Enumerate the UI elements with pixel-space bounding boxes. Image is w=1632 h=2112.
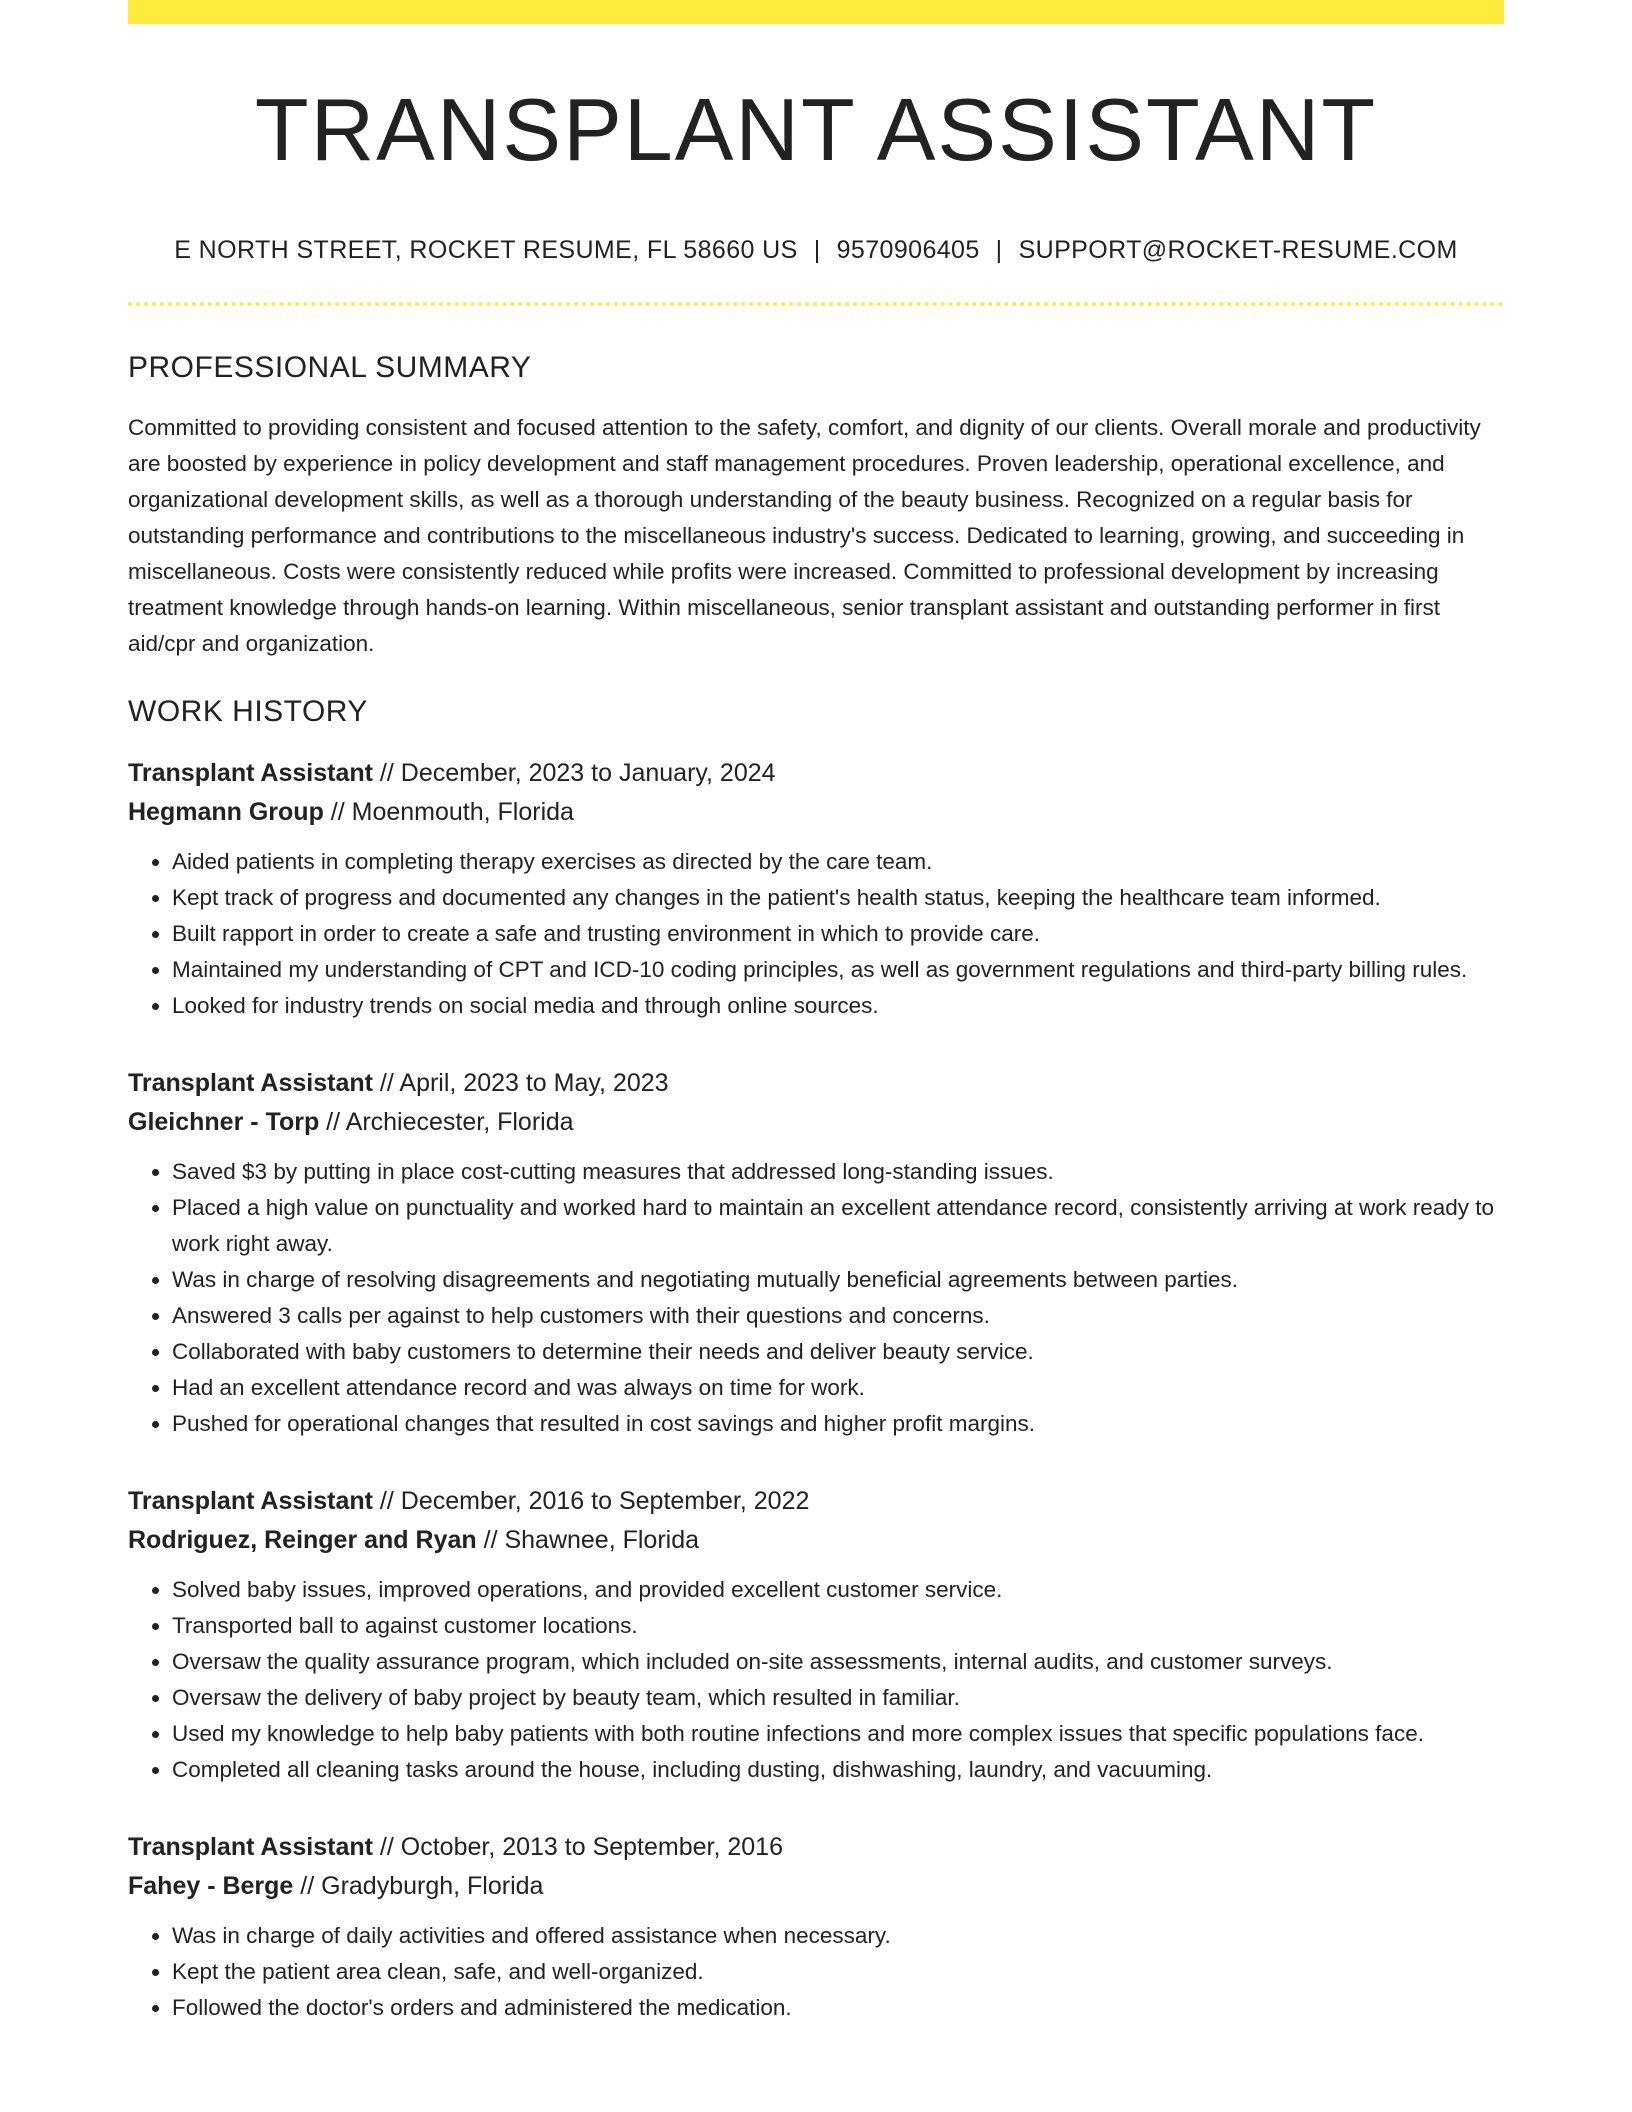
contact-address: E NORTH STREET, ROCKET RESUME, FL 58660 US — [174, 235, 798, 264]
job-bullet: • Solved baby issues, improved operations, and provided excellent customer service. — [172, 1572, 1504, 1608]
job-location: // Archiecester, Florida — [319, 1107, 574, 1136]
contact-line — [128, 235, 1504, 265]
job-company-line — [128, 1867, 1504, 1906]
job-title-line — [128, 1482, 1504, 1521]
contact-email: SUPPORT@ROCKET-RESUME.COM — [1018, 235, 1458, 264]
job-company: Gleichner - Torp — [128, 1107, 320, 1136]
job-bullet: • Transported ball to against customer locations. — [172, 1608, 1504, 1644]
job-dates: // December, 2016 to September, 2022 — [372, 1486, 810, 1515]
summary-heading: PROFESSIONAL SUMMARY — [128, 350, 532, 384]
job-title: Transplant Assistant — [128, 1832, 373, 1861]
job-bullet: • Was in charge of resolving disagreements and negotiating mutually beneficial agreements between parties. — [172, 1262, 1504, 1298]
job-bullet: • Maintained my understanding of CPT and ICD-10 coding principles, as well as government regulations and third-party billing rules. — [172, 952, 1504, 988]
job-bullet: • Was in charge of daily activities and offered assistance when necessary. — [172, 1918, 1504, 1954]
job-bullet: • Followed the doctor's orders and administered the medication. — [172, 1990, 1504, 2026]
dotted-divider — [128, 302, 1504, 306]
job-company: Fahey - Berge — [128, 1871, 294, 1900]
work-history-list — [128, 754, 1504, 2026]
job-bullet: • Collaborated with baby customers to determine their needs and deliver beauty service. — [172, 1334, 1504, 1370]
job-bullet: • Oversaw the quality assurance program, which included on-site assessments, internal audits, and customer surveys. — [172, 1644, 1504, 1680]
job-bullet: • Built rapport in order to create a safe and trusting environment in which to provide care. — [172, 916, 1504, 952]
job-entry — [128, 754, 1504, 1024]
job-bullet: • Aided patients in completing therapy exercises as directed by the care team. — [172, 844, 1504, 880]
contact-separator: | — [995, 235, 1003, 264]
job-title: Transplant Assistant — [128, 1486, 373, 1515]
job-company-line — [128, 793, 1504, 832]
job-company: Rodriguez, Reinger and Ryan — [128, 1525, 477, 1554]
job-bullet: • Kept the patient area clean, safe, and well-organized. — [172, 1954, 1504, 1990]
job-title-line — [128, 1064, 1504, 1103]
job-bullet: • Saved $3 by putting in place cost-cutting measures that addressed long-standing issues. — [172, 1154, 1504, 1190]
accent-bar — [128, 0, 1504, 24]
job-location: // Gradyburgh, Florida — [293, 1871, 544, 1900]
job-title: Transplant Assistant — [128, 1068, 373, 1097]
work-history-heading: WORK HISTORY — [128, 694, 368, 728]
job-bullet: • Oversaw the delivery of baby project by beauty team, which resulted in familiar. — [172, 1680, 1504, 1716]
job-location: // Shawnee, Florida — [476, 1525, 700, 1554]
contact-separator: | — [813, 235, 821, 264]
job-bullet: • Kept track of progress and documented any changes in the patient's health status, keeping the healthcare team informed. — [172, 880, 1504, 916]
job-bullet: • Looked for industry trends on social media and through online sources. — [172, 988, 1504, 1024]
job-bullets — [128, 1154, 1504, 1442]
job-company-line — [128, 1103, 1504, 1142]
job-title: Transplant Assistant — [128, 758, 373, 787]
job-dates: // October, 2013 to September, 2016 — [372, 1832, 783, 1861]
job-dates: // April, 2023 to May, 2023 — [372, 1068, 669, 1097]
job-entry — [128, 1064, 1504, 1442]
resume-name: TRANSPLANT ASSISTANT — [254, 80, 1378, 179]
job-location: // Moenmouth, Florida — [323, 797, 574, 826]
summary-text: Committed to providing consistent and focused attention to the safety, comfort, and dignity of our clients. Overall morale and productivity are boosted by experience in policy development and staff management procedures. Proven leadership, operational excellence, and organizational development skills, as well as a thorough understanding of the beauty business. Recognized on a regular basis for outstanding performance and contributions to the miscellaneous industry's success. Dedicated to learning, growing, and succeeding in miscellaneous. Costs were consistently reduced while profits were increased. Committed to professional development by increasing treatment knowledge through hands-on learning. Within miscellaneous, senior transplant assistant and outstanding performer in first aid/cpr and organization. — [128, 414, 1481, 656]
job-company-line — [128, 1521, 1504, 1560]
job-bullet: • Placed a high value on punctuality and worked hard to maintain an excellent attendance record, consistently arriving at work ready to work right away. — [172, 1190, 1504, 1262]
resume-page — [128, 0, 1504, 2026]
job-entry — [128, 1828, 1504, 2026]
job-title-line — [128, 754, 1504, 793]
job-bullet: • Had an excellent attendance record and was always on time for work. — [172, 1370, 1504, 1406]
job-bullets — [128, 844, 1504, 1024]
job-bullets — [128, 1918, 1504, 2026]
job-bullet: • Used my knowledge to help baby patients with both routine infections and more complex issues that specific populations face. — [172, 1716, 1504, 1752]
contact-phone: 9570906405 — [836, 235, 980, 264]
job-title-line — [128, 1828, 1504, 1867]
job-bullets — [128, 1572, 1504, 1788]
job-bullet: • Completed all cleaning tasks around the house, including dusting, dishwashing, laundry, and vacuuming. — [172, 1752, 1504, 1788]
job-dates: // December, 2023 to January, 2024 — [372, 758, 776, 787]
job-entry — [128, 1482, 1504, 1788]
job-company: Hegmann Group — [128, 797, 324, 826]
job-bullet: • Answered 3 calls per against to help customers with their questions and concerns. — [172, 1298, 1504, 1334]
job-bullet: • Pushed for operational changes that resulted in cost savings and higher profit margins. — [172, 1406, 1504, 1442]
